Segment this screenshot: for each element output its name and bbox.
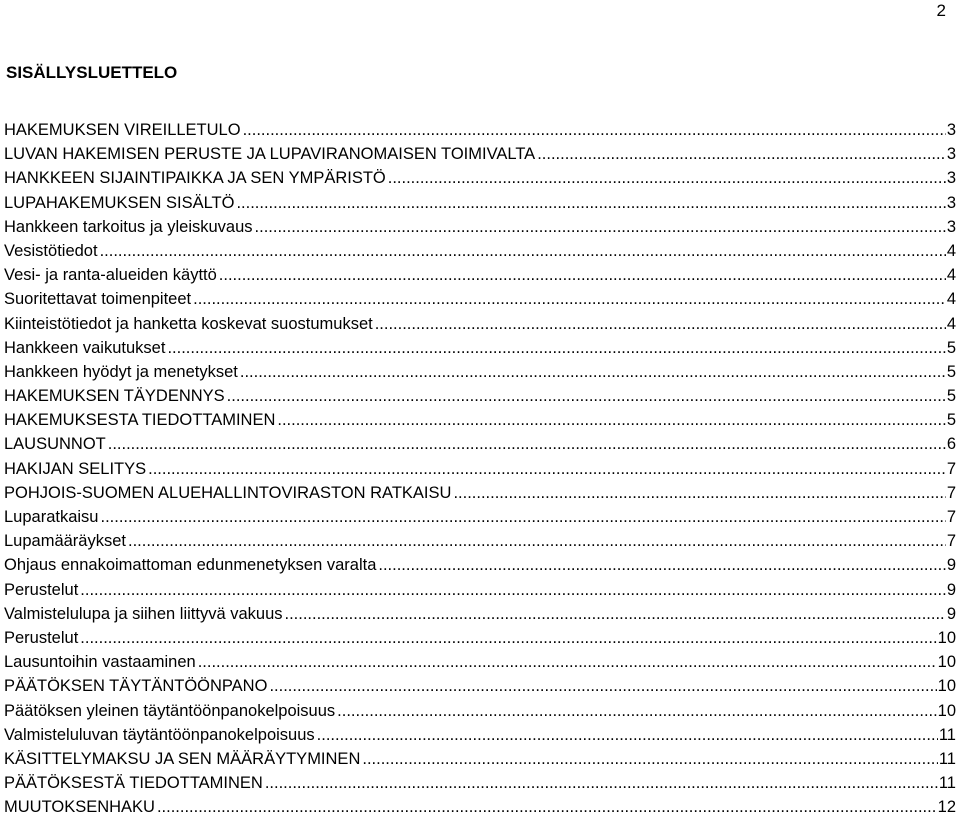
dot-leader <box>285 602 946 626</box>
toc-entry-title: Lupamääräykset <box>4 532 126 551</box>
dot-leader <box>128 529 946 553</box>
dot-leader <box>100 239 946 263</box>
toc-entry[interactable] <box>4 360 956 384</box>
toc-entry-page: 11 <box>938 725 956 744</box>
toc-entry[interactable] <box>4 408 956 432</box>
toc-entry-page: 7 <box>946 459 956 478</box>
toc-entry[interactable] <box>4 481 956 505</box>
toc-entry-title: Päätöksen yleinen täytäntöönpanokelpoisuus <box>4 701 336 720</box>
toc-entry-page: 10 <box>937 677 956 696</box>
toc-entry-page: 6 <box>946 435 956 454</box>
dot-leader <box>337 699 936 723</box>
toc-entry[interactable] <box>4 118 956 142</box>
toc-entry[interactable] <box>4 747 956 771</box>
toc-entry-title: Hankkeen vaikutukset <box>4 338 166 357</box>
dot-leader <box>227 384 946 408</box>
toc-entry-title: PÄÄTÖKSEN TÄYTÄNTÖÖNPANO <box>4 677 268 696</box>
dot-leader <box>453 481 945 505</box>
toc-entry-title: Vesistötiedot <box>4 241 98 260</box>
toc-entry-page: 5 <box>946 411 956 430</box>
toc-entry-title: Hankkeen tarkoitus ja yleiskuvaus <box>4 217 253 236</box>
toc-entry[interactable] <box>4 432 956 456</box>
toc-entry[interactable] <box>4 723 956 747</box>
toc-entry[interactable] <box>4 505 956 529</box>
dot-leader <box>378 553 945 577</box>
toc-entry-title: PÄÄTÖKSESTÄ TIEDOTTAMINEN <box>4 774 263 793</box>
toc-entry[interactable] <box>4 457 956 481</box>
dot-leader <box>219 263 946 287</box>
toc-entry-title: MUUTOKSENHAKU <box>4 798 155 817</box>
toc-entry[interactable] <box>4 771 956 795</box>
dot-leader <box>243 118 946 142</box>
toc-entry[interactable] <box>4 795 956 819</box>
toc-entry-page: 5 <box>946 362 956 381</box>
toc-entry-page: 3 <box>946 217 956 236</box>
toc-entry-title: LUPAHAKEMUKSEN SISÄLTÖ <box>4 193 235 212</box>
toc-entry-title: Suoritettavat toimenpiteet <box>4 290 192 309</box>
toc-entry-title: Valmistelulupa ja siihen liittyvä vakuus <box>4 604 283 623</box>
toc-entry-page: 3 <box>946 121 956 139</box>
toc-entry[interactable] <box>4 626 956 650</box>
toc-entry-page: 10 <box>937 653 956 672</box>
dot-leader <box>265 771 938 795</box>
toc-entry-title: HAKEMUKSEN TÄYDENNYS <box>4 387 225 406</box>
toc-entry-title: LUVAN HAKEMISEN PERUSTE JA LUPAVIRANOMAISEN TOIMIVALTA <box>4 145 536 164</box>
toc-entry[interactable] <box>4 674 956 698</box>
dot-leader <box>193 287 946 311</box>
toc-entry-page: 7 <box>946 532 956 551</box>
toc-entry-title: POHJOIS-SUOMEN ALUEHALLINTOVIRASTON RATKAISU <box>4 483 452 502</box>
toc-entry-title: Ohjaus ennakoimattoman edunmenetyksen varalta <box>4 556 377 575</box>
toc-entry-title: HAKEMUKSESTA TIEDOTTAMINEN <box>4 411 276 430</box>
dot-leader <box>240 360 946 384</box>
toc-entry-page: 4 <box>946 290 956 309</box>
toc-entry-page: 9 <box>946 604 956 623</box>
toc-entry-page: 4 <box>946 314 956 333</box>
toc-entry-page: 4 <box>946 266 956 285</box>
toc-entry[interactable] <box>4 602 956 626</box>
toc-entry-page: 7 <box>946 508 956 526</box>
toc-entry[interactable] <box>4 215 956 239</box>
toc-entry-title: Perustelut <box>4 580 79 599</box>
dot-leader <box>388 166 946 190</box>
table-of-contents <box>4 118 956 819</box>
toc-entry-page: 4 <box>946 241 956 260</box>
dot-leader <box>537 142 946 166</box>
page-number: 2 <box>936 1 946 20</box>
dot-leader <box>100 505 945 529</box>
toc-entry-title: HAKIJAN SELITYS <box>4 459 147 478</box>
toc-entry-title: Vesi- ja ranta-alueiden käyttö <box>4 266 217 285</box>
toc-entry-page: 10 <box>937 628 956 647</box>
toc-entry[interactable] <box>4 650 956 674</box>
toc-entry[interactable] <box>4 699 956 723</box>
toc-entry-page: 12 <box>937 798 956 817</box>
toc-entry[interactable] <box>4 312 956 336</box>
dot-leader <box>255 215 946 239</box>
toc-entry[interactable] <box>4 553 956 577</box>
toc-entry-title: LAUSUNNOT <box>4 435 106 454</box>
toc-entry-page: 10 <box>937 701 956 720</box>
toc-entry-page: 11 <box>938 749 956 768</box>
dot-leader <box>80 626 936 650</box>
dot-leader <box>148 457 946 481</box>
toc-entry[interactable] <box>4 384 956 408</box>
toc-entry-page: 3 <box>946 145 956 164</box>
toc-entry-page: 5 <box>946 387 956 406</box>
dot-leader <box>362 747 938 771</box>
toc-entry-title: HANKKEEN SIJAINTIPAIKKA JA SEN YMPÄRISTÖ <box>4 169 386 188</box>
toc-entry[interactable] <box>4 142 956 166</box>
dot-leader <box>375 312 946 336</box>
dot-leader <box>198 650 937 674</box>
toc-entry-title: Hankkeen hyödyt ja menetykset <box>4 362 238 381</box>
dot-leader <box>269 674 936 698</box>
dot-leader <box>167 336 945 360</box>
toc-entry-title: Perustelut <box>4 628 79 647</box>
toc-entry-title: Lausuntoihin vastaaminen <box>4 653 196 672</box>
toc-entry-page: 9 <box>946 580 956 599</box>
dot-leader <box>317 723 938 747</box>
dot-leader <box>80 578 946 602</box>
toc-entry[interactable] <box>4 287 956 311</box>
toc-entry-page: 9 <box>946 556 956 575</box>
toc-entry-page: 5 <box>946 338 956 357</box>
dot-leader <box>108 432 946 456</box>
toc-entry[interactable] <box>4 191 956 215</box>
dot-leader <box>277 408 945 432</box>
toc-entry[interactable] <box>4 166 956 190</box>
toc-entry-page: 3 <box>946 193 956 212</box>
toc-entry-title: HAKEMUKSEN VIREILLETULO <box>4 121 241 139</box>
toc-entry-title: Luparatkaisu <box>4 508 99 526</box>
toc-entry[interactable] <box>4 336 956 360</box>
toc-entry[interactable] <box>4 529 956 553</box>
toc-entry-title: Kiinteistötiedot ja hanketta koskevat suostumukset <box>4 314 373 333</box>
dot-leader <box>236 191 945 215</box>
toc-entry-page: 3 <box>946 169 956 188</box>
toc-entry[interactable] <box>4 239 956 263</box>
dot-leader <box>157 795 937 819</box>
toc-entry-title: Valmisteluluvan täytäntöönpanokelpoisuus <box>4 725 315 744</box>
toc-entry[interactable] <box>4 578 956 602</box>
toc-heading: SISÄLLYSLUETTELO <box>6 63 178 82</box>
toc-entry-page: 7 <box>946 483 956 502</box>
toc-entry-title: KÄSITTELYMAKSU JA SEN MÄÄRÄYTYMINEN <box>4 749 361 768</box>
toc-entry-page: 11 <box>938 774 956 793</box>
toc-entry[interactable] <box>4 263 956 287</box>
